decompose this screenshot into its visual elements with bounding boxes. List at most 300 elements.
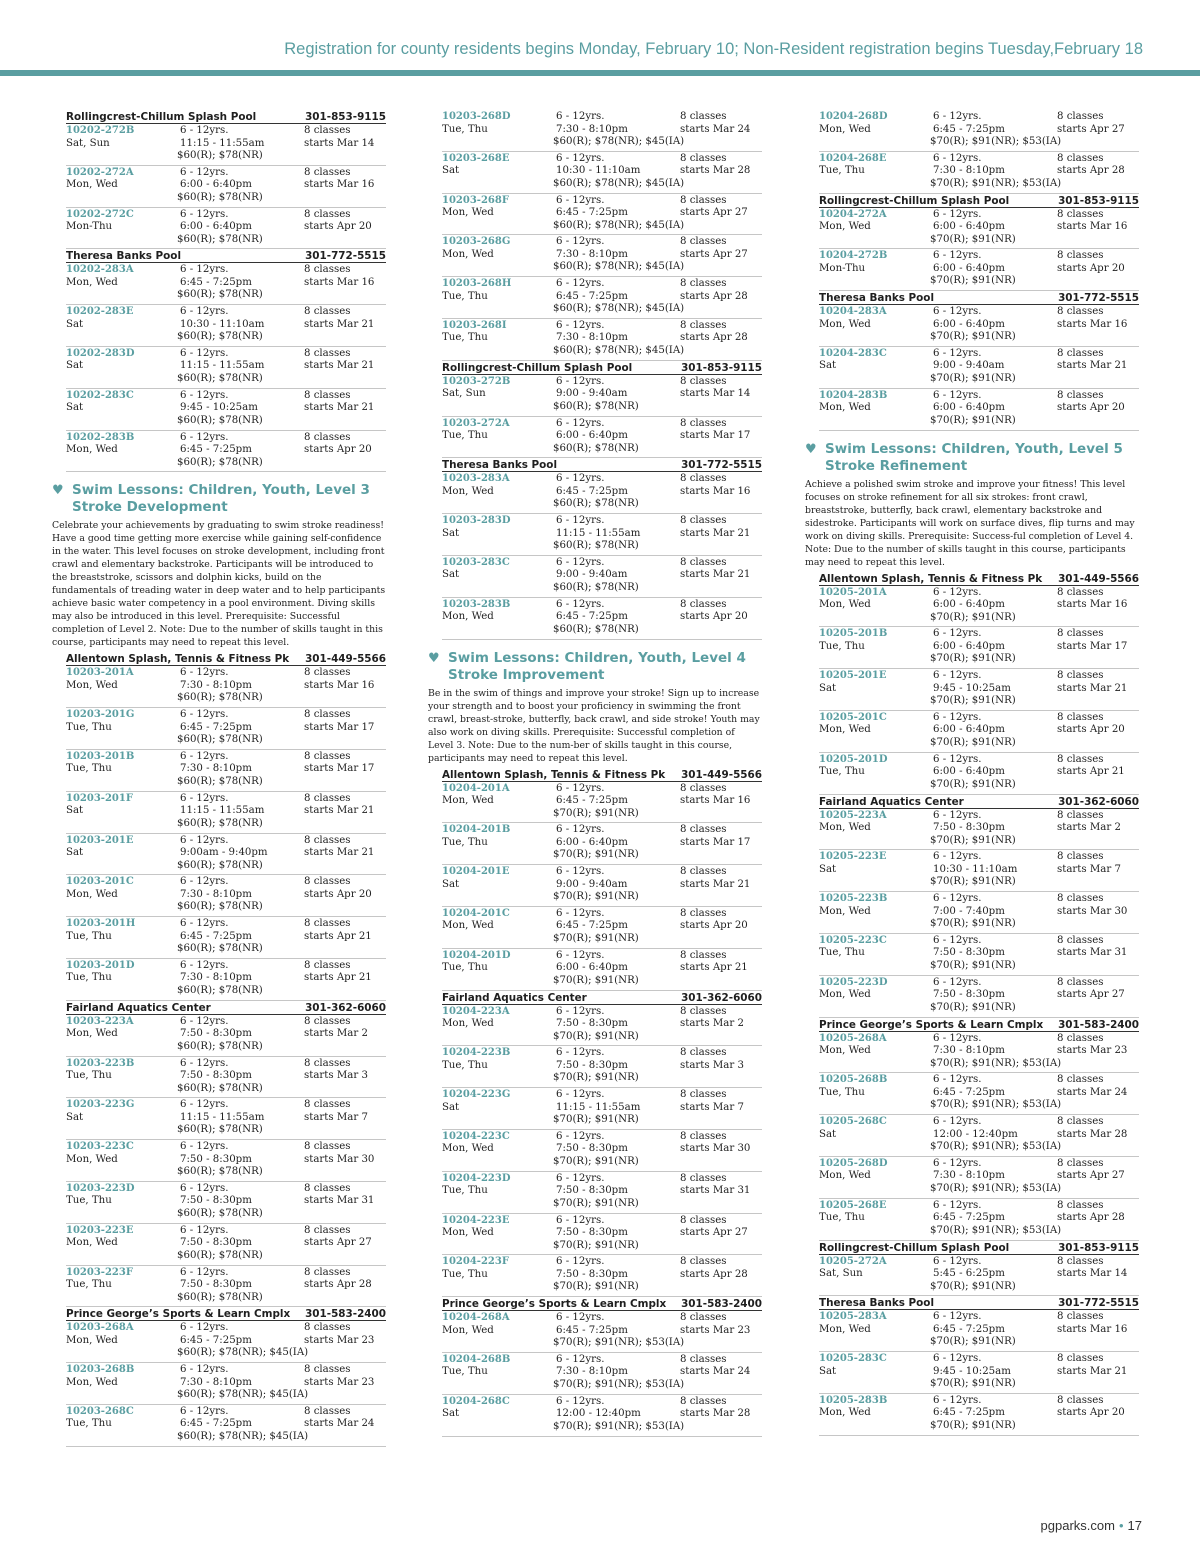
age-range: 6 - 12yrs. bbox=[180, 125, 229, 136]
course-code[interactable]: 10205-268E bbox=[819, 1199, 887, 1211]
start-date: starts Apr 28 bbox=[680, 290, 748, 302]
venue-phone: 301-583-2400 bbox=[305, 1308, 386, 1321]
course-code[interactable]: 10205-201A bbox=[819, 586, 887, 598]
course-code[interactable]: 10205-268D bbox=[819, 1157, 888, 1169]
venue-phone: 301-772-5515 bbox=[1058, 292, 1139, 305]
class-fee: $70(R); $91(NR) bbox=[930, 736, 1016, 748]
site-link[interactable]: pgparks.com bbox=[1040, 1518, 1115, 1533]
age-range: 6 - 12yrs. bbox=[180, 918, 229, 930]
course-code[interactable]: 10203-268A bbox=[66, 1322, 134, 1334]
start-date: starts Apr 28 bbox=[1057, 165, 1125, 177]
class-time: 7:30 - 8:10pm bbox=[933, 1170, 1005, 1182]
class-count: 8 classes bbox=[1057, 1311, 1104, 1323]
venue-phone: 301-583-2400 bbox=[681, 1298, 762, 1311]
class-listing bbox=[442, 1088, 762, 1130]
class-days: Tue, Thu bbox=[442, 123, 488, 135]
class-fee: $70(R); $91(NR); $53(IA) bbox=[930, 177, 1062, 189]
course-code[interactable]: 10205-272A bbox=[819, 1255, 887, 1267]
class-days: Tue, Thu bbox=[66, 1279, 112, 1291]
course-code[interactable]: 10204-223F bbox=[442, 1256, 509, 1268]
class-count: 8 classes bbox=[680, 782, 727, 794]
class-count: 8 classes bbox=[1057, 1353, 1104, 1365]
start-date: starts Mar 2 bbox=[1057, 822, 1121, 834]
course-code[interactable]: 10204-223D bbox=[442, 1172, 511, 1184]
age-range: 6 - 12yrs. bbox=[180, 306, 229, 318]
class-time: 10:30 - 11:10am bbox=[556, 165, 641, 177]
class-listing bbox=[66, 389, 386, 431]
class-days: Mon, Wed bbox=[819, 1170, 871, 1182]
class-days: Mon, Wed bbox=[442, 920, 494, 932]
age-range: 6 - 12yrs. bbox=[556, 1089, 605, 1101]
class-fee: $70(R); $91(NR) bbox=[930, 1378, 1016, 1390]
class-count: 8 classes bbox=[304, 208, 351, 220]
course-code[interactable]: 10202-272B bbox=[66, 125, 135, 136]
class-listing bbox=[66, 1140, 386, 1182]
class-time: 7:50 - 8:30pm bbox=[180, 1028, 252, 1040]
start-date: starts Mar 23 bbox=[680, 1324, 751, 1336]
course-code[interactable]: 10204-223G bbox=[442, 1089, 511, 1101]
course-code[interactable]: 10203-223E bbox=[66, 1224, 134, 1236]
class-count: 8 classes bbox=[680, 1395, 727, 1407]
class-days: Tue, Thu bbox=[66, 1070, 112, 1082]
class-fee: $60(R); $78(NR) bbox=[177, 414, 263, 426]
section-heading bbox=[805, 441, 1140, 475]
class-days: Mon, Wed bbox=[442, 1227, 494, 1239]
class-fee: $70(R); $91(NR) bbox=[553, 1030, 639, 1042]
class-time: 6:00 - 6:40pm bbox=[933, 640, 1005, 652]
class-count: 8 classes bbox=[304, 918, 351, 930]
class-count: 8 classes bbox=[680, 866, 727, 878]
class-count: 8 classes bbox=[680, 1047, 727, 1059]
class-days: Mon, Wed bbox=[66, 1237, 118, 1249]
start-date: starts Apr 28 bbox=[680, 332, 748, 344]
start-date: starts Apr 21 bbox=[304, 930, 372, 942]
course-code[interactable]: 10205-201B bbox=[819, 628, 888, 640]
start-date: starts Mar 17 bbox=[304, 763, 375, 775]
course-code[interactable]: 10204-283B bbox=[819, 389, 888, 401]
age-range: 6 - 12yrs. bbox=[556, 236, 605, 248]
class-fee: $70(R); $91(NR) bbox=[930, 695, 1016, 707]
start-date: starts Mar 14 bbox=[304, 137, 375, 149]
class-fee: $60(R); $78(NR) bbox=[553, 442, 639, 454]
section-title-line1: Swim Lessons: Children, Youth, Level 4 bbox=[448, 649, 746, 666]
class-time: 6:45 - 7:25pm bbox=[556, 795, 628, 807]
venue-name: Theresa Banks Pool bbox=[442, 459, 558, 472]
class-time: 6:00 - 6:40pm bbox=[933, 599, 1005, 611]
class-listing bbox=[442, 319, 762, 361]
class-listing bbox=[66, 1363, 386, 1405]
class-listing bbox=[442, 907, 762, 949]
course-code[interactable]: 10205-268A bbox=[819, 1032, 887, 1044]
age-range: 6 - 12yrs. bbox=[180, 1182, 229, 1194]
class-time: 6:00 - 6:40pm bbox=[556, 836, 628, 848]
start-date: starts Mar 28 bbox=[680, 165, 751, 177]
venue-phone: 301-772-5515 bbox=[681, 459, 762, 472]
class-time: 7:50 - 8:30pm bbox=[556, 1227, 628, 1239]
class-time: 6:00 - 6:40pm bbox=[556, 430, 628, 442]
venue-name: Prince George’s Sports & Learn Cmplx bbox=[442, 1298, 667, 1311]
class-time: 6:45 - 7:25pm bbox=[180, 1334, 252, 1346]
course-code[interactable]: 10204-268E bbox=[819, 152, 887, 164]
column-2 bbox=[428, 110, 763, 1437]
class-count: 8 classes bbox=[1057, 976, 1104, 988]
start-date: starts Mar 30 bbox=[304, 1153, 375, 1165]
course-code[interactable]: 10205-223C bbox=[819, 934, 887, 946]
class-time: 6:45 - 7:25pm bbox=[556, 611, 628, 623]
course-code[interactable]: 10205-201D bbox=[819, 753, 888, 765]
course-code[interactable]: 10205-223E bbox=[819, 851, 887, 863]
course-code[interactable]: 10203-201D bbox=[66, 959, 135, 971]
class-count: 8 classes bbox=[304, 667, 351, 679]
class-days: Tue, Thu bbox=[442, 1059, 488, 1071]
class-count: 8 classes bbox=[680, 1005, 727, 1017]
class-listing bbox=[442, 417, 762, 459]
class-listing bbox=[66, 124, 386, 166]
start-date: starts Mar 24 bbox=[304, 1418, 375, 1430]
class-listing bbox=[66, 666, 386, 708]
section-description: Achieve a polished swim stroke and improve your fitness! This level focuses on stroke refinement for all six strokes: front crawl, breaststroke, butterfly, back crawl, elementary backstroke and sidestroke. Participants will work on surface dives, flip turns and may work on diving skills. Prerequisite: Success-ful completion of Level 4. Note: Due to the number of skills taught in this course, participants may need to repeat this level. bbox=[805, 478, 1135, 568]
class-listing bbox=[442, 598, 762, 640]
class-fee: $60(R); $78(NR) bbox=[177, 901, 263, 913]
age-range: 6 - 12yrs. bbox=[933, 670, 982, 682]
class-days: Mon, Wed bbox=[819, 822, 871, 834]
section-description: Celebrate your achievements by graduating to swim stroke readiness! Have a good time getting more exercise while gaining self-confidence in the water. This level focuses on stroke development, including front crawl and elementary backstroke. Participants will be introduced to the breaststroke, scissors and dolphin kicks, build on the fundamentals of treading water in deep water and to help participants achieve basic water competency in a pool environment. Diving skills may also be introduced in this level. Prerequisite: Successful completion of Level 2. Note: Due to the number of skills taught in this course, participants may need to repeat this level. bbox=[52, 520, 386, 649]
class-fee: $70(R); $91(NR); $53(IA) bbox=[930, 1224, 1062, 1236]
class-fee: $60(R); $78(NR) bbox=[553, 498, 639, 510]
section-heading bbox=[52, 482, 387, 516]
course-code[interactable]: 10204-201A bbox=[442, 782, 510, 794]
class-listing bbox=[66, 959, 386, 1001]
course-code[interactable]: 10203-201F bbox=[66, 792, 133, 804]
start-date: starts Mar 3 bbox=[680, 1059, 744, 1071]
class-days: Tue, Thu bbox=[819, 1212, 865, 1224]
age-range: 6 - 12yrs. bbox=[933, 389, 982, 401]
course-code[interactable]: 10203-268G bbox=[442, 236, 511, 248]
start-date: starts Mar 28 bbox=[680, 1408, 751, 1420]
class-count: 8 classes bbox=[304, 1405, 351, 1417]
class-time: 7:50 - 8:30pm bbox=[556, 1018, 628, 1030]
class-fee: $70(R); $91(NR) bbox=[553, 932, 639, 944]
course-code[interactable]: 10204-223C bbox=[442, 1130, 510, 1142]
class-listing bbox=[819, 976, 1139, 1018]
class-count: 8 classes bbox=[1057, 753, 1104, 765]
class-count: 8 classes bbox=[304, 834, 351, 846]
class-fee: $60(R); $78(NR) bbox=[177, 734, 263, 746]
class-days: Mon, Wed bbox=[819, 905, 871, 917]
class-fee: $70(R); $91(NR) bbox=[930, 1001, 1016, 1013]
class-time: 7:30 - 8:10pm bbox=[180, 972, 252, 984]
class-days: Mon, Wed bbox=[819, 599, 871, 611]
age-range: 6 - 12yrs. bbox=[933, 628, 982, 640]
class-time: 6:00 - 6:40pm bbox=[933, 262, 1005, 274]
age-range: 6 - 12yrs. bbox=[933, 1157, 982, 1169]
venue-name: Rollingcrest-Chillum Splash Pool bbox=[819, 194, 1010, 207]
class-listing bbox=[442, 1255, 762, 1297]
age-range: 6 - 12yrs. bbox=[180, 1141, 229, 1153]
class-listing bbox=[66, 347, 386, 389]
course-code[interactable]: 10205-223A bbox=[819, 809, 887, 821]
class-count: 8 classes bbox=[1057, 1199, 1104, 1211]
start-date: starts Apr 28 bbox=[680, 1268, 748, 1280]
start-date: starts Apr 28 bbox=[304, 1279, 372, 1291]
class-listing bbox=[442, 1353, 762, 1395]
class-listing bbox=[819, 1073, 1139, 1115]
course-code[interactable]: 10204-223B bbox=[442, 1047, 511, 1059]
venue-header bbox=[442, 1297, 762, 1311]
class-days: Mon, Wed bbox=[66, 1028, 118, 1040]
class-listing bbox=[66, 1266, 386, 1308]
course-code[interactable]: 10203-268C bbox=[66, 1405, 134, 1417]
course-code[interactable]: 10203-283A bbox=[442, 473, 510, 485]
course-code[interactable]: 10205-223B bbox=[819, 893, 888, 905]
course-code[interactable]: 10203-223G bbox=[66, 1099, 135, 1111]
course-code[interactable]: 10203-223A bbox=[66, 1015, 134, 1027]
class-count: 8 classes bbox=[304, 389, 351, 401]
class-count: 8 classes bbox=[680, 1172, 727, 1184]
class-count: 8 classes bbox=[1057, 809, 1104, 821]
course-code[interactable]: 10205-283C bbox=[819, 1353, 887, 1365]
start-date: starts Apr 28 bbox=[1057, 1212, 1125, 1224]
course-code[interactable]: 10203-201C bbox=[66, 876, 134, 888]
course-code[interactable]: 10202-283D bbox=[66, 347, 135, 359]
course-code[interactable]: 10202-272C bbox=[66, 208, 134, 220]
class-time: 7:30 - 8:10pm bbox=[180, 888, 252, 900]
course-code[interactable]: 10204-201E bbox=[442, 866, 510, 878]
class-time: 7:50 - 8:30pm bbox=[180, 1279, 252, 1291]
age-range: 6 - 12yrs. bbox=[180, 959, 229, 971]
course-code[interactable]: 10203-268H bbox=[442, 278, 512, 290]
age-range: 6 - 12yrs. bbox=[180, 667, 229, 679]
venue-phone: 301-853-9115 bbox=[1058, 194, 1139, 207]
class-count: 8 classes bbox=[304, 166, 351, 178]
class-fee: $70(R); $91(NR) bbox=[930, 653, 1016, 665]
class-time: 7:50 - 8:30pm bbox=[933, 822, 1005, 834]
course-code[interactable]: 10203-223F bbox=[66, 1266, 133, 1278]
course-code[interactable]: 10204-268B bbox=[442, 1353, 511, 1365]
start-date: starts Mar 7 bbox=[304, 1111, 368, 1123]
start-date: starts Apr 20 bbox=[304, 888, 372, 900]
age-range: 6 - 12yrs. bbox=[933, 893, 982, 905]
course-code[interactable]: 10203-283B bbox=[442, 598, 511, 610]
class-count: 8 classes bbox=[680, 278, 727, 290]
course-code[interactable]: 10205-283A bbox=[819, 1311, 887, 1323]
course-code[interactable]: 10204-272A bbox=[819, 208, 887, 220]
class-fee: $60(R); $78(NR) bbox=[177, 1040, 263, 1052]
course-code[interactable]: 10205-283B bbox=[819, 1394, 888, 1406]
start-date: starts Mar 21 bbox=[304, 805, 375, 817]
start-date: starts Apr 21 bbox=[304, 972, 372, 984]
class-listing bbox=[66, 305, 386, 347]
venue-phone: 301-449-5566 bbox=[1058, 572, 1139, 585]
class-days: Mon, Wed bbox=[442, 795, 494, 807]
class-fee: $70(R); $91(NR) bbox=[930, 1336, 1016, 1348]
venue-phone: 301-853-9115 bbox=[681, 361, 762, 374]
class-time: 9:00am - 9:40pm bbox=[180, 847, 268, 859]
course-code[interactable]: 10203-268F bbox=[442, 194, 509, 206]
class-time: 7:30 - 8:10pm bbox=[933, 165, 1005, 177]
course-code[interactable]: 10204-223A bbox=[442, 1005, 510, 1017]
class-time: 6:45 - 7:25pm bbox=[933, 1323, 1005, 1335]
class-fee: $60(R); $78(NR) bbox=[177, 859, 263, 871]
course-code[interactable]: 10203-268D bbox=[442, 111, 511, 122]
class-fee: $60(R); $78(NR) bbox=[177, 150, 263, 161]
course-code[interactable]: 10203-201A bbox=[66, 667, 134, 679]
class-days: Sat bbox=[66, 1111, 84, 1123]
start-date: starts Mar 21 bbox=[304, 402, 375, 414]
class-listing bbox=[442, 110, 762, 152]
class-days: Mon, Wed bbox=[819, 1323, 871, 1335]
course-code[interactable]: 10205-268C bbox=[819, 1116, 887, 1128]
class-fee: $60(R); $78(NR) bbox=[177, 1082, 263, 1094]
page-footer bbox=[1041, 1518, 1142, 1533]
start-date: starts Mar 23 bbox=[304, 1376, 375, 1388]
course-code[interactable]: 10202-283C bbox=[66, 389, 134, 401]
class-days: Mon, Wed bbox=[442, 248, 494, 260]
course-code[interactable]: 10203-283C bbox=[442, 556, 510, 568]
class-days: Mon, Wed bbox=[819, 402, 871, 414]
class-fee: $60(R); $78(NR); $45(IA) bbox=[553, 177, 685, 189]
class-listing bbox=[442, 782, 762, 824]
course-code[interactable]: 10203-268B bbox=[66, 1364, 135, 1376]
course-code[interactable]: 10205-201C bbox=[819, 711, 887, 723]
course-code[interactable]: 10203-201H bbox=[66, 918, 136, 930]
class-fee: $70(R); $91(NR) bbox=[553, 1072, 639, 1084]
course-code[interactable]: 10202-283B bbox=[66, 431, 135, 443]
course-code[interactable]: 10203-272A bbox=[442, 417, 510, 429]
course-code[interactable]: 10203-268E bbox=[442, 152, 510, 164]
course-code[interactable]: 10205-201E bbox=[819, 670, 887, 682]
class-days: Sat bbox=[66, 318, 84, 330]
class-days: Mon, Wed bbox=[66, 276, 118, 288]
venue-name: Theresa Banks Pool bbox=[819, 292, 935, 305]
class-days: Mon, Wed bbox=[66, 679, 118, 691]
venue-header bbox=[442, 768, 762, 782]
class-listing bbox=[66, 1015, 386, 1057]
start-date: starts Mar 7 bbox=[680, 1101, 744, 1113]
course-code[interactable]: 10203-223C bbox=[66, 1141, 134, 1153]
venue-name: Rollingcrest-Chillum Splash Pool bbox=[442, 361, 633, 374]
venue-phone: 301-362-6060 bbox=[305, 1001, 386, 1014]
age-range: 6 - 12yrs. bbox=[180, 347, 229, 359]
course-code[interactable]: 10204-268C bbox=[442, 1395, 510, 1407]
age-range: 6 - 12yrs. bbox=[556, 319, 605, 331]
class-days: Tue, Thu bbox=[819, 640, 865, 652]
class-time: 7:50 - 8:30pm bbox=[933, 989, 1005, 1001]
course-code[interactable]: 10202-283E bbox=[66, 306, 134, 318]
class-listing bbox=[819, 305, 1139, 347]
class-fee: $60(R); $78(NR); $45(IA) bbox=[177, 1430, 309, 1442]
age-range: 6 - 12yrs. bbox=[556, 949, 605, 961]
class-count: 8 classes bbox=[680, 598, 727, 610]
class-time: 7:30 - 8:10pm bbox=[180, 1376, 252, 1388]
start-date: starts Mar 16 bbox=[1057, 599, 1128, 611]
start-date: starts Mar 3 bbox=[304, 1070, 368, 1082]
course-code[interactable]: 10203-272B bbox=[442, 375, 511, 387]
class-days: Sat bbox=[66, 402, 84, 414]
course-code[interactable]: 10203-223D bbox=[66, 1182, 135, 1194]
course-code[interactable]: 10205-268B bbox=[819, 1074, 888, 1086]
course-code[interactable]: 10204-272B bbox=[819, 250, 888, 262]
course-code[interactable]: 10204-268A bbox=[442, 1312, 510, 1324]
course-code[interactable]: 10205-223D bbox=[819, 976, 888, 988]
course-code[interactable]: 10203-223B bbox=[66, 1057, 135, 1069]
course-code[interactable]: 10203-201G bbox=[66, 709, 135, 721]
section-title-line1: Swim Lessons: Children, Youth, Level 3 bbox=[72, 482, 370, 499]
venue-phone: 301-362-6060 bbox=[681, 991, 762, 1004]
class-time: 7:30 - 8:10pm bbox=[556, 1366, 628, 1378]
section-description: Be in the swim of things and improve your stroke! Sign up to increase your strength and to boost your proficiency in swimming the front crawl, breast-stroke, butterfly, back crawl, and side stroke! Youth may also work on diving skills. Prerequisite: Successful completion of Level 3. Note: Due to the num-ber of skills taught in this course, participants may need to repeat this level. bbox=[428, 687, 760, 764]
class-count: 8 classes bbox=[680, 319, 727, 331]
age-range: 6 - 12yrs. bbox=[180, 1015, 229, 1027]
class-fee: $60(R); $78(NR) bbox=[177, 1207, 263, 1219]
class-fee: $70(R); $91(NR) bbox=[553, 1239, 639, 1251]
start-date: starts Apr 27 bbox=[304, 1237, 372, 1249]
class-listing bbox=[66, 834, 386, 876]
class-days: Sat, Sun bbox=[66, 137, 110, 149]
course-code[interactable]: 10202-283A bbox=[66, 264, 134, 276]
class-fee: $60(R); $78(NR) bbox=[177, 943, 263, 955]
course-code[interactable]: 10202-272A bbox=[66, 166, 134, 178]
course-code[interactable]: 10204-223E bbox=[442, 1214, 510, 1226]
class-time: 7:50 - 8:30pm bbox=[180, 1070, 252, 1082]
class-fee: $60(R); $78(NR) bbox=[553, 623, 639, 635]
course-code[interactable]: 10203-201B bbox=[66, 750, 135, 762]
class-count: 8 classes bbox=[680, 1256, 727, 1268]
class-listing bbox=[819, 809, 1139, 851]
class-days: Mon, Wed bbox=[819, 1407, 871, 1419]
class-fee: $60(R); $78(NR) bbox=[553, 540, 639, 552]
class-days: Sat bbox=[442, 1408, 460, 1420]
class-fee: $60(R); $78(NR) bbox=[177, 984, 263, 996]
age-range: 6 - 12yrs. bbox=[556, 194, 605, 206]
class-time: 6:45 - 7:25pm bbox=[180, 721, 252, 733]
course-code[interactable]: 10204-283A bbox=[819, 306, 887, 318]
heart-icon: ♥ bbox=[805, 441, 817, 457]
age-range: 6 - 12yrs. bbox=[933, 250, 982, 262]
course-code[interactable]: 10204-283C bbox=[819, 347, 887, 359]
age-range: 6 - 12yrs. bbox=[180, 834, 229, 846]
class-listing bbox=[442, 152, 762, 194]
class-listing bbox=[819, 152, 1139, 194]
course-code[interactable]: 10204-268D bbox=[819, 111, 888, 122]
class-count: 8 classes bbox=[304, 1141, 351, 1153]
venue-header bbox=[819, 1296, 1139, 1310]
age-range: 6 - 12yrs. bbox=[556, 278, 605, 290]
course-code[interactable]: 10204-201D bbox=[442, 949, 511, 961]
course-code[interactable]: 10203-268I bbox=[442, 319, 507, 331]
class-time: 5:45 - 6:25pm bbox=[933, 1268, 1005, 1280]
venue-name: Fairland Aquatics Center bbox=[66, 1001, 211, 1014]
class-days: Sat bbox=[442, 527, 460, 539]
class-time: 6:00 - 6:40pm bbox=[180, 221, 252, 233]
course-code[interactable]: 10203-283D bbox=[442, 515, 511, 527]
class-days: Tue, Thu bbox=[819, 1086, 865, 1098]
class-count: 8 classes bbox=[1057, 250, 1104, 262]
start-date: starts Mar 24 bbox=[1057, 1086, 1128, 1098]
course-code[interactable]: 10204-201B bbox=[442, 824, 511, 836]
class-count: 8 classes bbox=[304, 876, 351, 888]
class-days: Tue, Thu bbox=[66, 1195, 112, 1207]
class-listing bbox=[819, 586, 1139, 628]
class-count: 8 classes bbox=[304, 709, 351, 721]
venue-phone: 301-772-5515 bbox=[305, 250, 386, 263]
class-fee: $70(R); $91(NR) bbox=[930, 1280, 1016, 1292]
course-code[interactable]: 10203-201E bbox=[66, 834, 134, 846]
course-code[interactable]: 10204-201C bbox=[442, 907, 510, 919]
class-count: 8 classes bbox=[1057, 1074, 1104, 1086]
age-range: 6 - 12yrs. bbox=[556, 824, 605, 836]
venue-name: Prince George’s Sports & Learn Cmplx bbox=[819, 1018, 1044, 1031]
